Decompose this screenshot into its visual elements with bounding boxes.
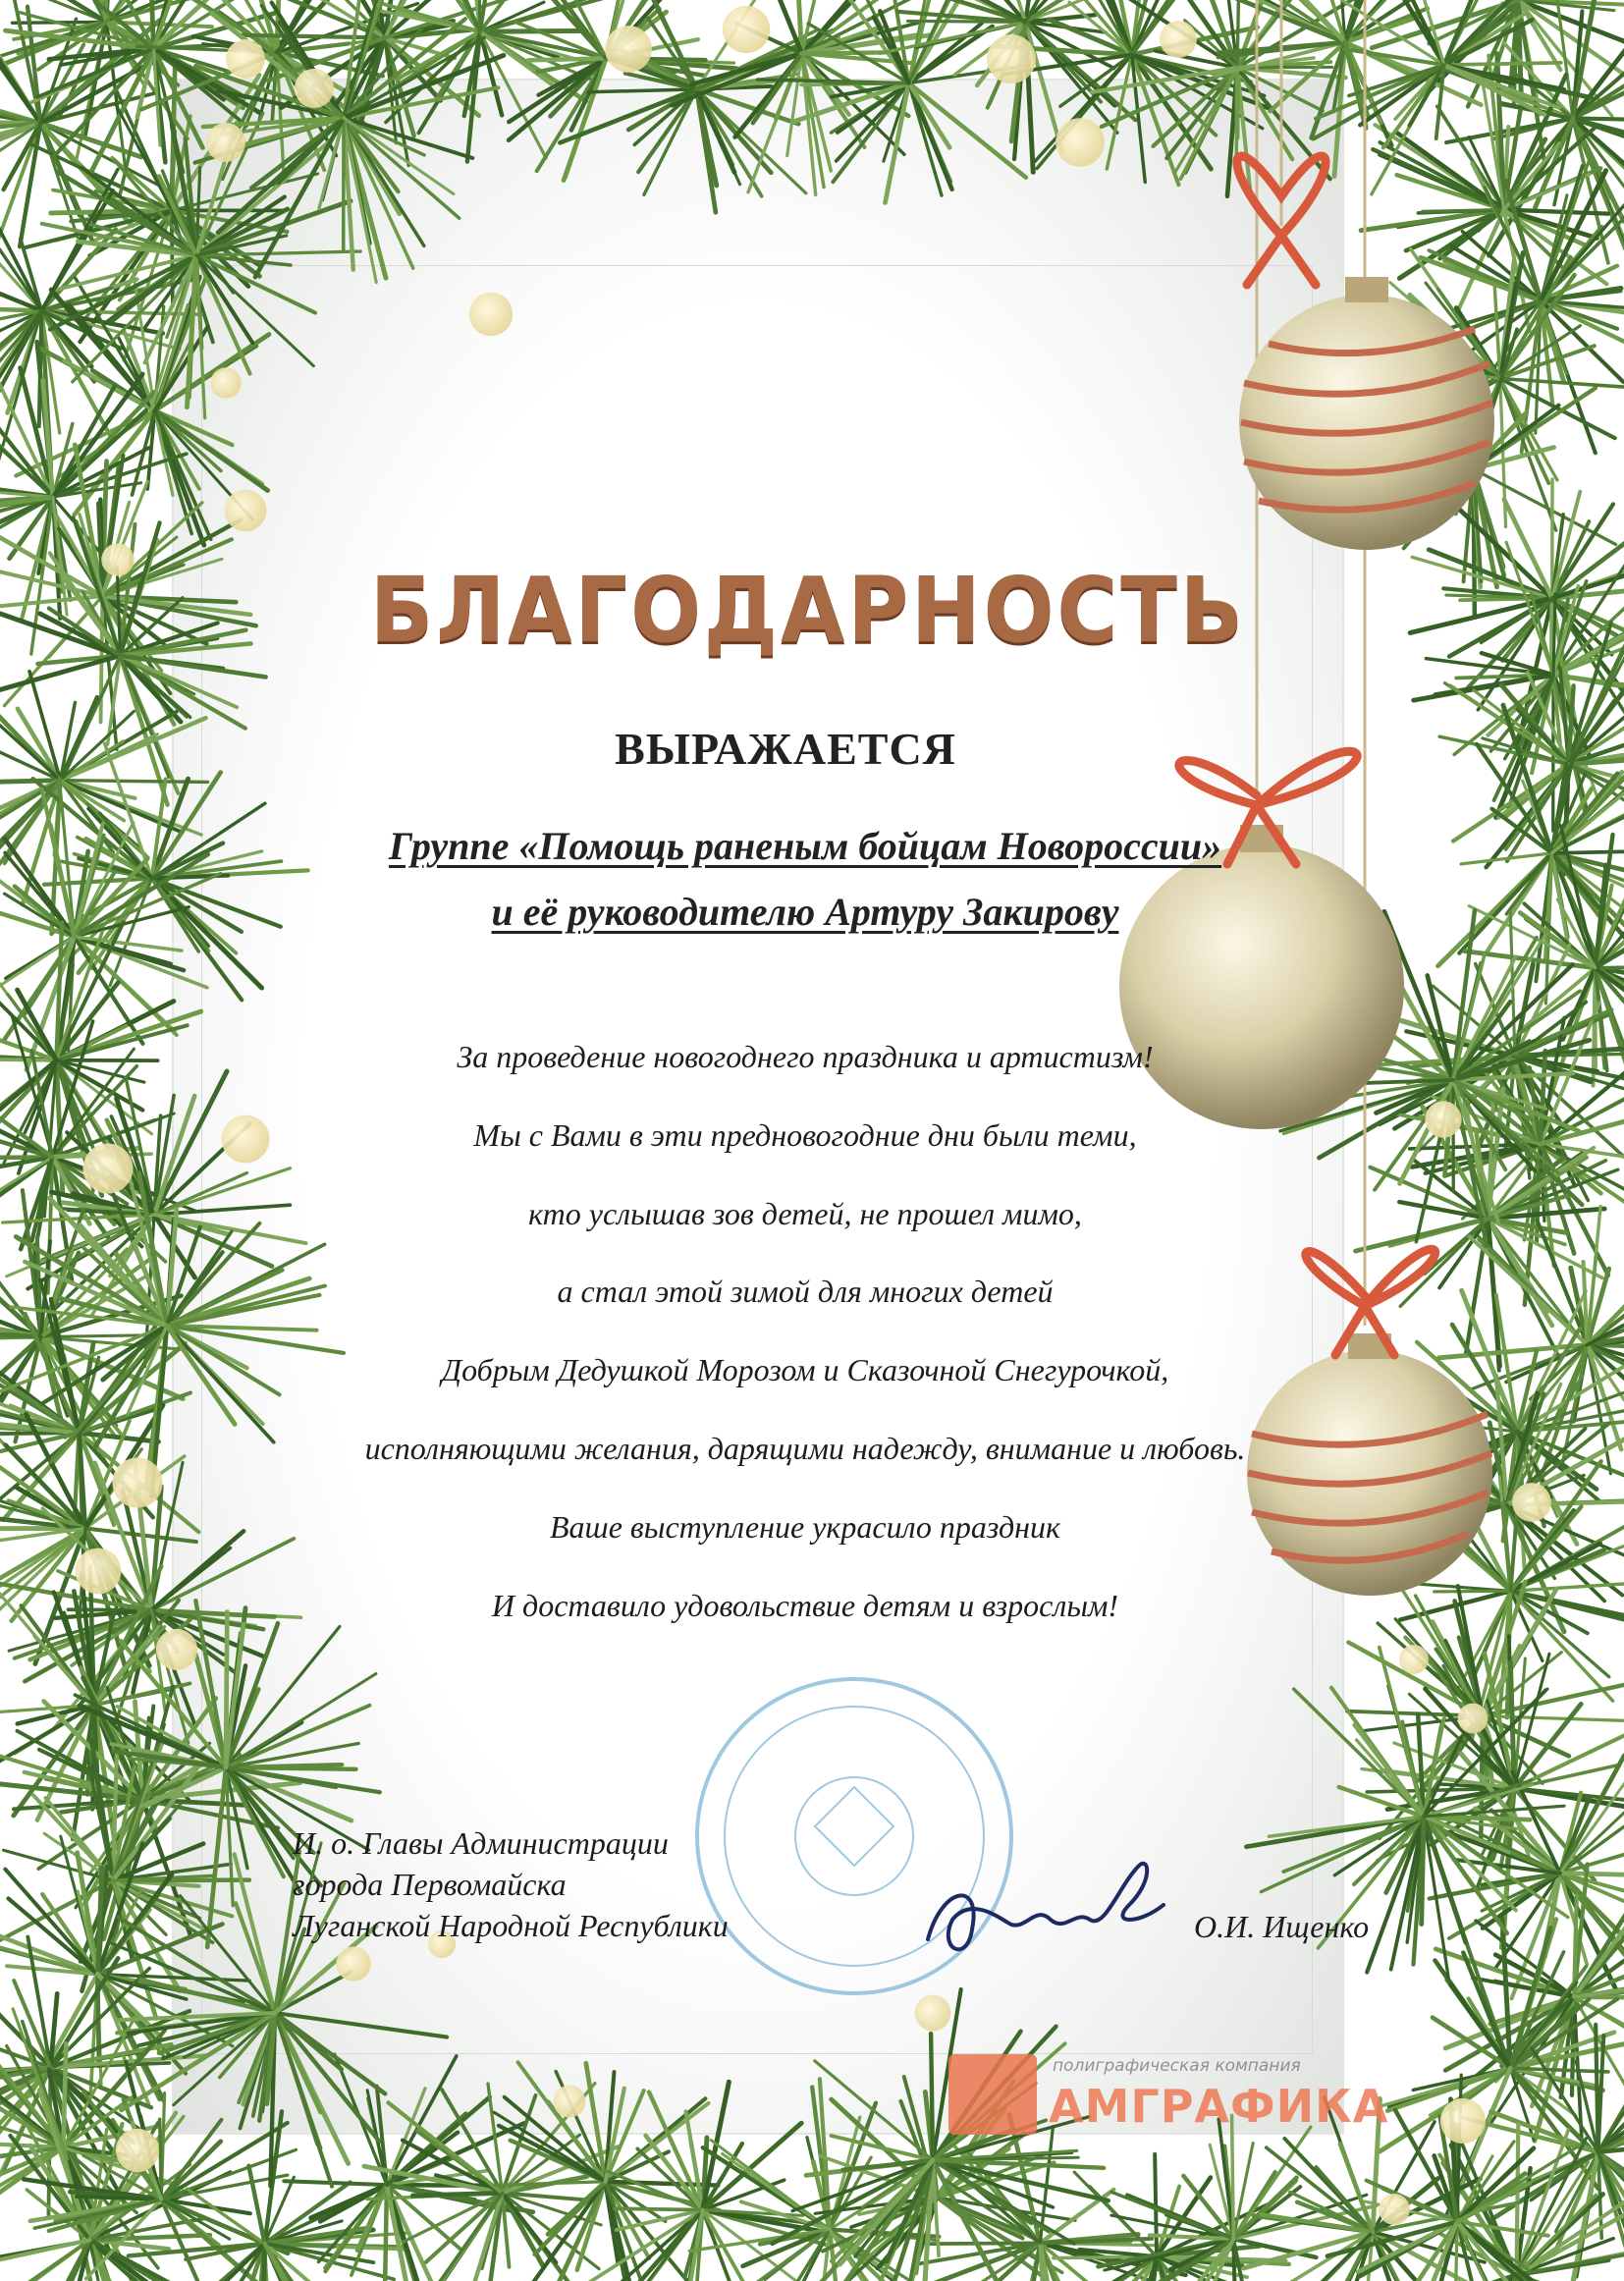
- recipient-line-2: и её руководителю Артуру Закирову: [491, 890, 1119, 934]
- signatory-position: [293, 1822, 882, 1946]
- signatory-position-line-2: города Первомайска: [293, 1867, 567, 1902]
- printer-logo-tagline: полиграфическая компания: [1053, 2056, 1301, 2076]
- body-line-1: За проведение новогоднего праздника и артистизм!: [457, 1039, 1154, 1074]
- signatory-position-line-3: Луганской Народной Республики: [293, 1908, 729, 1943]
- signatory-position-line-1: И. о. Главы Администрации: [293, 1825, 669, 1861]
- body-line-3: кто услышав зов детей, не прошел мимо,: [528, 1196, 1082, 1231]
- recipient-line-1: Группе «Помощь раненым бойцам Новороссии»: [388, 824, 1222, 868]
- printer-logo: [943, 2050, 1394, 2139]
- body-line-6: исполняющими желания, дарящими надежду, внимание и любовь.: [364, 1431, 1246, 1466]
- printer-logo-icon: [948, 2054, 1037, 2135]
- printer-logo-name: АМГРАФИКА: [1049, 2080, 1389, 2133]
- body-line-5: Добрым Дедушкой Морозом и Сказочной Снегурочкой,: [441, 1352, 1169, 1387]
- signatory-name: О.И. Ищенко: [1194, 1909, 1370, 1944]
- body-line-4: а стал этой зимой для многих детей: [557, 1274, 1054, 1309]
- certificate-title: БЛАГОДАРНОСТЬ: [369, 558, 1246, 663]
- body-line-8: И доставило удовольствие детям и взрослым!: [491, 1588, 1119, 1623]
- certificate-subtitle: ВЫРАЖАЕТСЯ: [615, 724, 956, 774]
- body-line-7: Ваше выступление украсило праздник: [549, 1509, 1061, 1545]
- body-line-2: Мы с Вами в эти предновогодние дни были теми,: [473, 1117, 1137, 1153]
